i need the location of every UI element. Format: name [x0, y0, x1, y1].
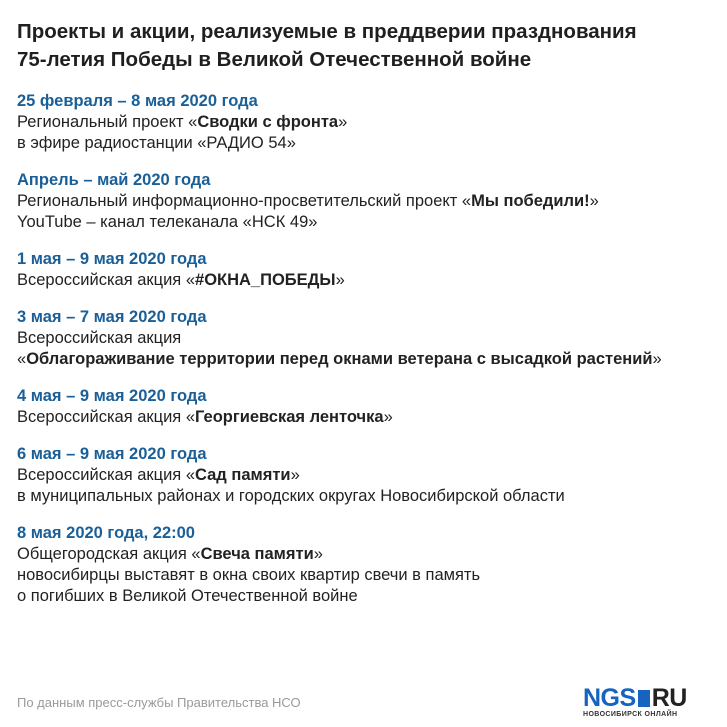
ngs-logo — [583, 685, 710, 719]
event-description-line — [17, 465, 727, 486]
logo-domain-text: RU — [651, 684, 687, 712]
event-text: Региональный проект « — [17, 113, 198, 131]
event-item — [17, 91, 727, 154]
event-date: 25 февраля – 8 мая 2020 года — [17, 92, 258, 110]
event-date: Апрель – май 2020 года — [17, 171, 211, 189]
event-name: Сад памяти — [195, 466, 291, 484]
page-title-line-2: 75-летия Победы в Великой Отечественной войне — [17, 48, 532, 71]
event-text: в эфире радиостанции «РАДИО 54» — [17, 134, 296, 152]
event-text: Региональный информационно-просветительский проект « — [17, 192, 472, 210]
event-item — [17, 386, 727, 428]
event-text: Всероссийская акция — [17, 329, 182, 347]
event-text-suffix: » — [383, 408, 393, 426]
event-name: Сводки с фронта — [197, 113, 339, 131]
logo-wordmark — [583, 685, 687, 711]
event-date: 1 мая – 9 мая 2020 года — [17, 250, 207, 268]
event-date: 8 мая 2020 года, 22:00 — [17, 524, 195, 542]
event-description-line — [17, 328, 727, 349]
event-text: YouTube – канал телеканала «НСК 49» — [17, 213, 318, 231]
event-description-line — [17, 191, 727, 212]
logo-square-icon — [638, 690, 650, 707]
event-description-line — [17, 112, 727, 133]
event-name: Мы победили! — [471, 192, 590, 210]
event-text-suffix: » — [652, 350, 662, 368]
event-date: 3 мая – 7 мая 2020 года — [17, 308, 207, 326]
event-text: Общегородская акция « — [17, 545, 201, 563]
event-item — [17, 170, 727, 233]
event-item — [17, 249, 727, 291]
event-text-suffix: » — [313, 545, 323, 563]
event-description-line — [17, 544, 727, 565]
event-text-suffix: » — [589, 192, 599, 210]
page-title-line-1: Проекты и акции, реализуемые в преддверии празднования — [17, 20, 637, 43]
logo-subtitle: НОВОСИБИРСК ОНЛАЙН — [583, 711, 678, 718]
event-description-line — [17, 133, 727, 154]
event-item — [17, 307, 727, 370]
event-text: о погибших в Великой Отечественной войне — [17, 587, 358, 605]
event-description-line — [17, 212, 727, 233]
event-text: Всероссийская акция « — [17, 408, 196, 426]
event-text: новосибирцы выставят в окна своих квартир свечи в память — [17, 566, 481, 584]
event-description-line — [17, 270, 727, 291]
event-date: 6 мая – 9 мая 2020 года — [17, 445, 207, 463]
event-item — [17, 444, 727, 507]
event-name: Облагораживание территории перед окнами ветерана с высадкой растений — [26, 350, 653, 368]
event-text: « — [17, 350, 27, 368]
event-date: 4 мая – 9 мая 2020 года — [17, 387, 207, 405]
event-text: Всероссийская акция « — [17, 466, 196, 484]
source-note: По данным пресс-службы Правительства НСО — [17, 695, 301, 710]
event-description-line — [17, 565, 727, 586]
event-description-line — [17, 349, 727, 370]
event-description-line — [17, 486, 727, 507]
page-title — [17, 18, 717, 74]
event-text-suffix: » — [338, 113, 348, 131]
event-description-line — [17, 586, 727, 607]
events-list — [17, 91, 727, 623]
event-text-suffix: » — [335, 271, 345, 289]
logo-main-text: NGS — [583, 684, 636, 712]
event-text: в муниципальных районах и городских округах Новосибирской области — [17, 487, 565, 505]
event-text: Всероссийская акция « — [17, 271, 196, 289]
event-description-line — [17, 407, 727, 428]
event-name: #ОКНА_ПОБЕДЫ — [195, 271, 336, 289]
event-name: Георгиевская ленточка — [195, 408, 384, 426]
event-item — [17, 523, 727, 607]
event-name: Свеча памяти — [200, 545, 314, 563]
event-text-suffix: » — [290, 466, 300, 484]
